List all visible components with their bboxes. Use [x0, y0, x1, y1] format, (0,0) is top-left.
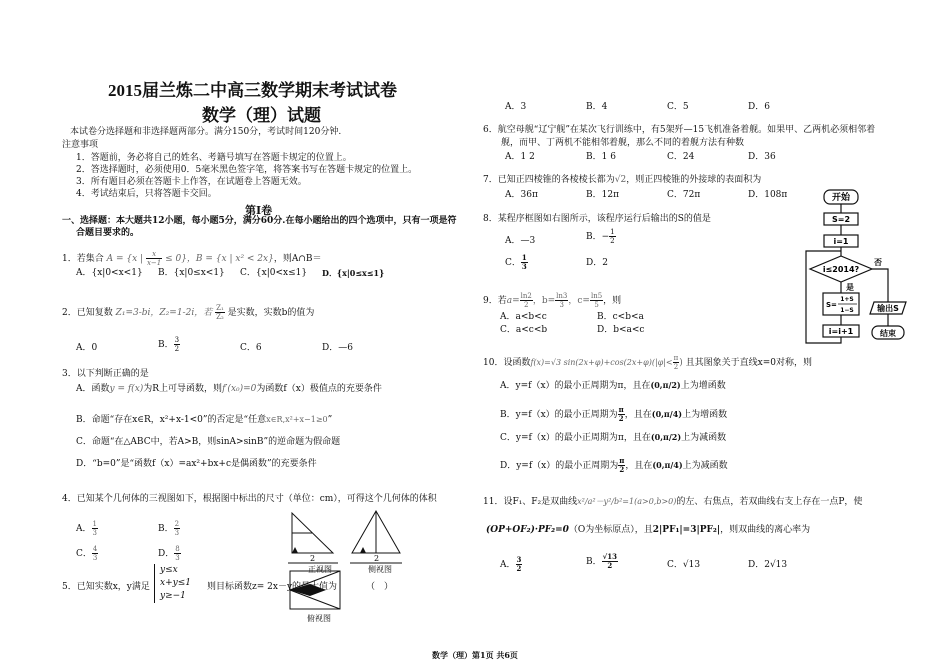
q2-option-b: B． $\frac{3}{2}$ [158, 336, 180, 353]
flow-init-s-text: S=2 [831, 215, 851, 224]
q2-option-c: C．6 [240, 343, 262, 353]
note-item: 3．所有题目必须在答题卡上作答，在试题卷上答题无效。 [76, 177, 307, 187]
question-4: 4．已知某个几何体的三视图如下，根据图中标出的尺寸（单位：cm），可得这个几何体的体积 [62, 494, 437, 504]
q10-option-d: D．y=f（x）的最小正周期为 $\frac{\pi}{2}$ ，且在(0,π/4)上为减函数 [500, 456, 728, 474]
flow-update-den: 1−S [840, 307, 854, 314]
answer-paren: （ ） [366, 582, 394, 592]
q2-option-d: D．—6 [322, 343, 353, 353]
q7-option-a: A．36π [505, 190, 538, 200]
note-item: 1．答题前，务必将自己的姓名、考籍号填写在答题卡规定的位置上。 [76, 153, 352, 163]
q6-option-d: D．36 [748, 152, 776, 162]
q10-option-b: B．y=f（x）的最小正周期为 $\frac{\pi}{2}$ ，且在(0,π/4)上为增函数 [500, 405, 728, 423]
q4-option-c: C． $\frac{4}{3}$ [76, 545, 98, 562]
q9-option-b: B．c<b<a [597, 312, 644, 322]
q11-option-b: B． $\frac{√13}{2}$ [586, 552, 617, 570]
flow-output-text: 输出S [877, 304, 899, 313]
flow-increment-text: i=i+1 [828, 327, 854, 336]
part-heading: 第Ⅰ卷 [245, 204, 273, 217]
q1-option-b: B．{x|0≤x<1} [158, 268, 225, 278]
q9-option-d: D．b<a<c [597, 325, 645, 335]
set-a-expr: A = {x | $\frac{x}{x-1}$ ≤ 0}，B = {x | x² < 2x} [106, 250, 274, 267]
q1-option-c: C．{x|0<x≤1} [240, 268, 308, 278]
question-3: 3．以下判断正确的是 [62, 369, 149, 379]
section-instruction-cont: 合题目要求的。 [76, 228, 140, 238]
notes-title: 注意事项 [62, 140, 99, 150]
q5-option-d: D．6 [748, 102, 770, 112]
q7-option-d: D．108π [748, 190, 788, 200]
flow-start-text: 开始 [831, 193, 851, 203]
question-2: 2．已知复数 Z₁=3-bi，Z₂=1-2i，若 $\frac{\text{Z₁}}{\text{Z₂}}$ 是实数，实数b的值为 [62, 304, 315, 321]
constraint-system: y≤x x+y≤1 y≥−1 [154, 564, 191, 603]
side-view-label: 侧视图 [368, 565, 392, 574]
flow-init-i-text: i=1 [833, 237, 849, 246]
q6-option-c: C．24 [667, 152, 695, 162]
q7-option-b: B．12π [586, 190, 619, 200]
q6-option-b: B．1 6 [586, 152, 616, 162]
q6-option-a: A．1 2 [505, 152, 535, 162]
flow-update-num: 1+S [840, 296, 854, 303]
q5-option-a: A．3 [505, 102, 527, 112]
intro-line: 本试卷分选择题和非选择题两部分。满分150分，考试时间120分钟. [70, 127, 342, 137]
flow-update-lhs: S= [826, 301, 837, 309]
question-11: 11．设F₁、F₂是双曲线x²/a²－y²/b²=1(a>0,b>0)的左、右焦点，若双曲线右支上存在一点P，使 [483, 497, 863, 507]
question-6-cont: 舰，而甲、丁两机不能相邻着舰，那么不同的着舰方法有种数 [501, 138, 745, 148]
side-dim-label: 2 [374, 554, 380, 563]
front-dim-label: 2 [310, 554, 316, 563]
q9-option-a: A．a<b<c [500, 312, 547, 322]
flow-no-label: 否 [874, 258, 882, 267]
question-6: 6．航空母舰“辽宁舰”在某次飞行训练中，有5架歼—15飞机准备着舰。如果甲、乙两机必须相邻着 [483, 125, 876, 135]
top-view-label: 俯视图 [307, 614, 331, 623]
q8-option-d: D．2 [586, 258, 608, 268]
q9-option-c: C．a<c<b [500, 325, 548, 335]
q3-option-d: D．“b=0”是“函数f（x）=ax²+bx+c是偶函数”的充要条件 [76, 459, 317, 469]
note-item: 4．考试结束后，只将答题卡交回。 [76, 189, 217, 199]
note-item: 2．答选择题时，必须使用0．5毫米黑色签字笔，将答案书写在答题卡规定的位置上。 [76, 165, 418, 175]
q11-option-c: C．√13 [667, 560, 701, 570]
q11-option-d: D．2√13 [748, 560, 788, 570]
q4-option-d: D． $\frac{8}{3}$ [158, 545, 180, 562]
question-5-objective: 则目标函数z= 2x－y的最大值为 [207, 582, 338, 592]
flow-condition-text: i≤2014? [822, 265, 860, 274]
flow-end-text: 结束 [880, 329, 896, 338]
q5-option-b: B．4 [586, 102, 608, 112]
q8-option-a: A．—3 [505, 236, 536, 246]
q1-option-a: A．{x|0<x<1} [76, 268, 143, 278]
q3-option-b: B．命题“存在x∈R，x²+x-1<0”的否定是“任意x∈R,x²+x−1≥0” [76, 415, 333, 425]
q8-option-b: B．− $\frac{1}{2}$ [586, 228, 615, 245]
question-8: 8．某程序框图如右图所示，该程序运行后输出的S的值是 [483, 214, 711, 224]
q11-option-a: A． $\frac{3}{2}$ [500, 555, 522, 573]
flow-yes-label: 是 [846, 283, 854, 292]
section-instruction: 一、选择题：本大题共12小题，每小题5分，满分60分.在每小题给出的四个选项中，只有一项是符 [62, 216, 457, 226]
q3-option-a: A．函数y = f(x)为R上可导函数，则f′(x₀)=0为函数f（x）极值点的充要条件 [76, 384, 382, 394]
q4-option-a: A． $\frac{1}{3}$ [76, 520, 97, 537]
q3-option-c: C．命题“在△ABC中，若A>B，则sinA>sinB”的逆命题为假命题 [76, 437, 341, 447]
question-7: 7．已知正四棱锥的各棱棱长都为√2，则正四棱锥的外接球的表面积为 [483, 175, 762, 185]
exam-subtitle: 数学（理）试题 [202, 106, 321, 125]
question-5: 5．已知实数x，y满足 [62, 582, 150, 592]
exam-title: 2015届兰炼二中高三数学期末考试试卷 [108, 81, 397, 100]
question-10: 10．设函数f(x)=√3 sin(2x+φ)+cos(2x+φ)(|φ|< $\frac{\pi}{2}$ ) 且其图象关于直线x=0对称，则 [483, 354, 812, 371]
q8-option-c: C． $\frac{1}{3}$ [505, 253, 527, 271]
question-11-cont: (OP+OF₂)·PF₂=0（O为坐标原点），且2|PF₁|=3|PF₂|，则双曲线的离心率为 [486, 525, 811, 535]
q1-option-d: D．{x|0≤x≤1} [322, 268, 385, 278]
question-9: 9．若a= $\frac{\ln 2}{2}$ ，b= $\frac{\ln 3}{3}$ ，c= $\frac{\ln 5}{5}$ ，则 [483, 292, 622, 309]
q5-option-c: C．5 [667, 102, 689, 112]
question-1: 1．若集合 A = {x | $\frac{x}{x-1}$ ≤ 0}，B = {x | x² < 2x}，则A∩B＝ [62, 250, 322, 267]
q7-option-c: C．72π [667, 190, 701, 200]
front-view-label: 正视图 [308, 565, 332, 574]
q4-option-b: B． $\frac{2}{3}$ [158, 520, 180, 537]
q10-option-a: A．y=f（x）的最小正周期为π，且在(0,π/2)上为增函数 [500, 380, 726, 391]
page-footer: 数学（理）第1页 共6页 [432, 650, 518, 660]
q2-option-a: A．0 [76, 343, 98, 353]
q10-option-c: C．y=f（x）的最小正周期为π，且在(0,π/2)上为减函数 [500, 432, 727, 443]
